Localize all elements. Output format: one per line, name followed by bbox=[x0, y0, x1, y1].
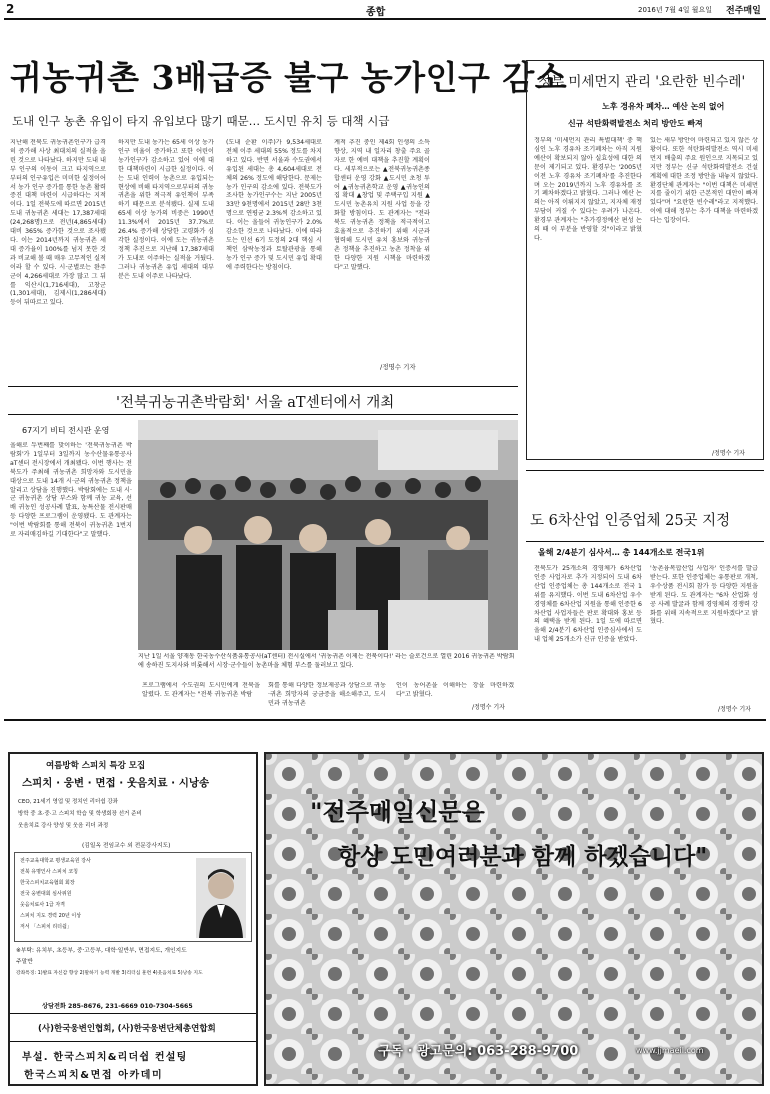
expo-photo bbox=[138, 420, 518, 650]
expo-deck: 67지기 비티 전시관 운영 bbox=[22, 426, 110, 435]
expo-caption: 지난 1일 서울 양재동 한국농수산식품유통공사(aT센터) 전시실에서 '귀농귀촌 이제는 전북이다!' 라는 슬로건으로 열린 2016 귀농귀촌 박람회에 송하진 도지사와 비롯해서 시장·군수들이 농촌마을 체험 부스를 둘러보고 있다. bbox=[138, 653, 515, 669]
ad-left-contact: 상담전화 285-8676, 231-6669 010-7304-5665 bbox=[42, 1003, 193, 1010]
ad-left-bullet-2: 방학 중 초·중·고 스피치 학습 및 학생회장 선거 준비 bbox=[18, 811, 142, 817]
industry-byline: /정명수 기자 bbox=[718, 706, 751, 713]
credential-item: 전국 웅변대회 심사위원 bbox=[20, 891, 72, 897]
editorial-bottom-rule bbox=[4, 719, 766, 721]
main-col-4: 계적 추진 중인 제4회 인생의 소득 향상, 지역 내 일자리 창출 주요 골자로 한 예비 대책을 추진할 계획이다. 세부적으로는 ▲전북귀농귀촌종합센터 운영 강화 ▲도시민 초청 투어 ▲귀농귀촌학교 운영 ▲귀농인의 집 확대 ▲창업 및 주택구입 지원 ▲도시민 농촌유치 지원 사업 등을 강화할 방침이다. 도 관계자는 "전라북도 귀농귀촌 정책을 적극적이고 효율적으로 추진하기 위해 시군과 협력해 도시민 유치 홍보와 귀농귀촌 정책을 추진하고 농촌 정착을 위한 다양한 지원 시책을 마련하겠다"고 말했다. bbox=[334, 139, 430, 271]
header-rule bbox=[4, 18, 766, 20]
ad-left-programs: 강좌특징: 1)발표 자신감 향상 2)말하기 능력 개발 3)리더십 훈련 4)웃음치료 5)낭송 지도 bbox=[16, 971, 203, 976]
industry-deck: 올해 2/4분기 심사서… 총 144개소로 전국1위 bbox=[538, 548, 705, 557]
industry-top-rule bbox=[526, 470, 764, 471]
credentials-list bbox=[20, 856, 185, 933]
ad-right-phone: 구독 · 광고문의: 063-288-9700 bbox=[378, 1044, 579, 1059]
ad-right-line-1: "전주매일신문은 bbox=[310, 798, 485, 826]
industry-col-1: 전북도가 25개소의 경영체가 6차산업 인증 사업자로 추가 지정되어 도내 6차산업 인증업체는 총 144개소로 전국 1위를 유지했다. 이번 도내 6차산업 우수경영체를 6차산업 지원을 통해 인증한 6차산업 사업자들은 판로 확대와 홍보 등의 혜택을 받게 된다. 1일 도에 따르면 올해 2/4분기 6차산업 인증심사에서 도내 업체 25개소가 신규 인증을 받았다. bbox=[534, 565, 642, 644]
header-date: 2016년 7월 4일 월요일 bbox=[638, 6, 712, 14]
credential-item: 웃음치료사 1급 자격 bbox=[20, 902, 66, 908]
industry-headline: 도 6차산업 인증업체 25곳 지정 bbox=[530, 513, 731, 529]
main-col-2: 하지만 도내 농가는 65세 이상 농가인구 비율이 증가하고 또한 어린이 농가인구가 감소하고 있어 이에 대한 대책마련이 시급한 실정이다. 이는 도내 인력이 농촌으로 유입되는 현상에 비해 타지역으로부터의 귀농귀촌을 위한 적극적 유인책이 부족하기 때문으로 분석됐다. 실제 도내 65세 이상 농가의 비중은 1990년 11.3%에서 2015년 37.7%로 26.4% 증가해 상당한 고령화가 심각한 실정이다. 이에 도는 귀농귀촌 정책 추진으로 지난해 17,387세대가 도내로 이주하는 실적을 거뒀다. 그러나 귀농귀촌 유입 세대의 대부분은 도내 이주로 나타났다. bbox=[118, 139, 214, 280]
side-headline: 정부 미세먼지 관리 '요란한 빈수레' bbox=[538, 74, 746, 90]
page-number: 2 bbox=[6, 2, 15, 16]
main-col-1: 지난해 전북도 귀농귀촌인구가 급격히 증가해 사상 최대치의 실적을 올린 것으로 나타났다. 하지만 도내 내부 인구의 이동이 크고 타지역으로부터의 인구유입은 미미한 실정이어서 농가 인구 증가를 통한 농촌 활력증진 대책 마련이 시급하다는 지적이다. 1일 전북도에 따르면 2015년 도내 귀농귀촌 세대는 17,387세대(24,268명)으로 전년(4,865세대) 대비 365% 증가한 것으로 조사됐다. 이는 2014년까지 귀농귀촌 세대 증가율이 100%를 넘지 못한 것과 비교해 볼 때 매우 고무적인 실적이라 할 수 있다. 시·군별로는 완주군이 4,266세대로 가장 많고 그 뒤를 익산시(1,716세대), 고창군(1,301세대), 김제시(1,286세대) 등이 뒤따르고 있다. bbox=[10, 139, 106, 307]
ad-left-subtitle: 스피치 · 웅변 · 면접 · 웃음치료 · 시낭송 bbox=[22, 777, 210, 789]
ad-right-url: www.jjmaeil.com bbox=[636, 1046, 704, 1055]
ad-left-target: ※부탁: 유치부, 초등부, 중·고등부, 대학·일반부, 면접지도, 개인지도 주말반 bbox=[16, 948, 187, 965]
ad-left-bullet-3: 웃음치료 강사 양성 및 웃음 리더 과정 bbox=[18, 823, 109, 829]
credential-item: 전북 유명인사 스피치 코칭 bbox=[20, 869, 78, 875]
expo-head-rule bbox=[8, 414, 518, 415]
side-deck-2: 신규 석탄화력발전소 처리 방안도 빠져 bbox=[568, 119, 703, 128]
expo-bottom-col-2: 회를 통해 다양한 정보제공과 상담으로 귀농·귀촌 희망자의 궁금증을 해소해주고, 도시민과 귀농귀촌 bbox=[268, 682, 386, 707]
paper-name: 전주매일 bbox=[726, 6, 761, 16]
section-label: 종합 bbox=[366, 7, 386, 18]
ad-right-line-2: 항상 도민여러분과 함께 하겠습니다" bbox=[338, 844, 708, 870]
ad-left-org: (사)한국웅변인협회, (사)한국웅변단체총연합회 bbox=[38, 1024, 216, 1034]
ad-left-instructor-label: (김일옥 전임교수 외 전문강사지도) bbox=[82, 843, 171, 849]
ad-left-academy: 한국스피치&면접 아카데미 bbox=[24, 1070, 164, 1081]
ad-left-bullet-1: CEO, 21세기 영업 및 정치인 리더쉽 강좌 bbox=[18, 799, 118, 805]
expo-body: 올해로 두번째를 맞이하는 '전북귀농귀촌 박람회'가 1일부터 3일까지 농수산물유통공사 aT센터 전시장에서 개최됐다. 이번 행사는 전북도가 주최해 귀농귀촌 희망자와 도시민을 대상으로 도내 14개 시·군의 귀농귀촌 정책을 알리고 상담을 진행했다. 박람회에는 도내 시·군 귀농귀촌 상담 부스와 함께 귀농 교육, 선배 귀농인 성공사례 발표, 농특산물 전시판매 등 다양한 프로그램이 운영됐다. 도 관계자는 "이번 박람회를 통해 전북이 귀농귀촌 1번지로 자리매김하길 기대한다"고 말했다. bbox=[10, 442, 132, 539]
page-header bbox=[0, 0, 770, 18]
side-byline: /정명수 기자 bbox=[712, 450, 745, 457]
ad-left-divider-2 bbox=[10, 1041, 256, 1042]
credential-item: 한국스피치교육협회 회장 bbox=[20, 880, 75, 886]
credential-item: 전주교육대학교 평생교육원 강사 bbox=[20, 858, 91, 864]
ad-left-divider bbox=[10, 1013, 256, 1014]
main-byline: /정명수 기자 bbox=[380, 363, 416, 371]
ad-left-title: 여름방학 스피치 특강 모집 bbox=[46, 761, 146, 771]
portrait-image bbox=[196, 858, 246, 938]
credential-item: 스피치 지도 경력 20년 이상 bbox=[20, 913, 82, 919]
ad-left-branch: 부설. 한국스피치&리더쉽 컨설팅 bbox=[22, 1052, 188, 1063]
side-col-2: 있는 새부 방안이 마련되고 있지 않은 상황이다. 또한 석탄화력발전소 역시 미세먼지 배출의 주요 원인으로 지목되고 있지만 정부는 신규 석탄화력발전소 건설 계획에 대한 조정 방안을 내놓지 않았다. 환경단체 관계자는 "이번 대책은 미세먼지를 줄이기 위한 근본적인 대안이 빠져 있다"며 "요란한 빈수레"라고 지적했다. 이에 대해 정부는 추가 대책을 마련하겠다는 입장이다. bbox=[650, 137, 758, 225]
industry-col-2: '농촌융복합산업 사업자' 인증서를 발급받는다. 또한 인증업체는 유통판로 개척, 우수상품 전시회 참가 등 다양한 지원을 받게 된다. 도 관계자는 "6차 산업화 성공 사례 발굴과 함께 경영체의 경쟁력 강화를 위해 지속적으로 지원하겠다"고 밝혔다. bbox=[650, 565, 758, 626]
side-deck-1: 노후 경유차 폐차… 예산 논의 없어 bbox=[602, 102, 725, 111]
expo-headline: '전북귀농귀촌박람회' 서울 aT센터에서 개최 bbox=[116, 395, 395, 411]
side-col-1: 정부의 '미세먼지 관리 특별대책' 중 핵심인 노후 경유차 조기폐차는 아직 지원 예산이 확보되지 않아 실효성에 대한 의문이 제기되고 있다. 환경부는 '2005년 이전 노후 경유차 조기폐차'를 추진한다며 오는 2019년까지 노후 경유차를 조기 폐차하겠다고 밝혔다. 그러나 예산 논의는 아직 이뤄지지 않았고, 지자체 재정 부담이 커질 수 있다는 우려가 나온다. 환경부 관계자는 "추가경정예산 편성 논의 때 이 부분을 반영할 것"이라고 밝혔다. bbox=[534, 137, 642, 242]
expo-top-rule bbox=[8, 386, 518, 387]
expo-bottom-col-1: 프로그램에서 수도권의 도시민에게 전북을 알렸다. 도 관계자는 "전북 귀농귀촌 박람 bbox=[142, 682, 260, 698]
instructor-portrait bbox=[196, 858, 246, 938]
main-subhead: 도내 인구 농촌 유입이 타지 유입보다 많기 때문… 도시민 유치 등 대책 시급 bbox=[12, 114, 390, 128]
expo-byline: /정명수 기자 bbox=[472, 704, 505, 711]
industry-head-rule bbox=[526, 541, 764, 542]
crowd-photo-image bbox=[138, 420, 518, 650]
main-headline: 귀농귀촌 3배급증 불구 농가인구 감소 bbox=[10, 58, 568, 97]
main-col-3: (도내 순환 이주)가 9,534세대로 전체 이주 세대의 55% 정도를 차지하고 있다. 반면 서울과 수도권에서 유입된 세대는 총 4,604세대로 전체의 26% 정도에 해당한다. 문제는 농가 인구의 감소에 있다. 전북도가 조사한 농가인구수는 지난 2005년 33만 9천명에서 2015년 28만 3천명으로 연평균 2.3%씩 감소하고 있다. 이는 올들어 귀농인구가 2.0% 감소한 것으로 나타났다. 이에 따라 도는 민선 6기 도정의 2대 핵심 시책인 삼락농정과 토탈관광을 통해 농가 인구 증가 및 도시민 유입 확대에 주력한다는 방침이다. bbox=[226, 139, 322, 271]
credential-item: 저서 「스피치 리더쉽」 bbox=[20, 924, 72, 930]
expo-bottom-col-3: 인이 농어촌을 이해하는 장을 마련하겠다"고 밝혔다. bbox=[396, 682, 514, 698]
